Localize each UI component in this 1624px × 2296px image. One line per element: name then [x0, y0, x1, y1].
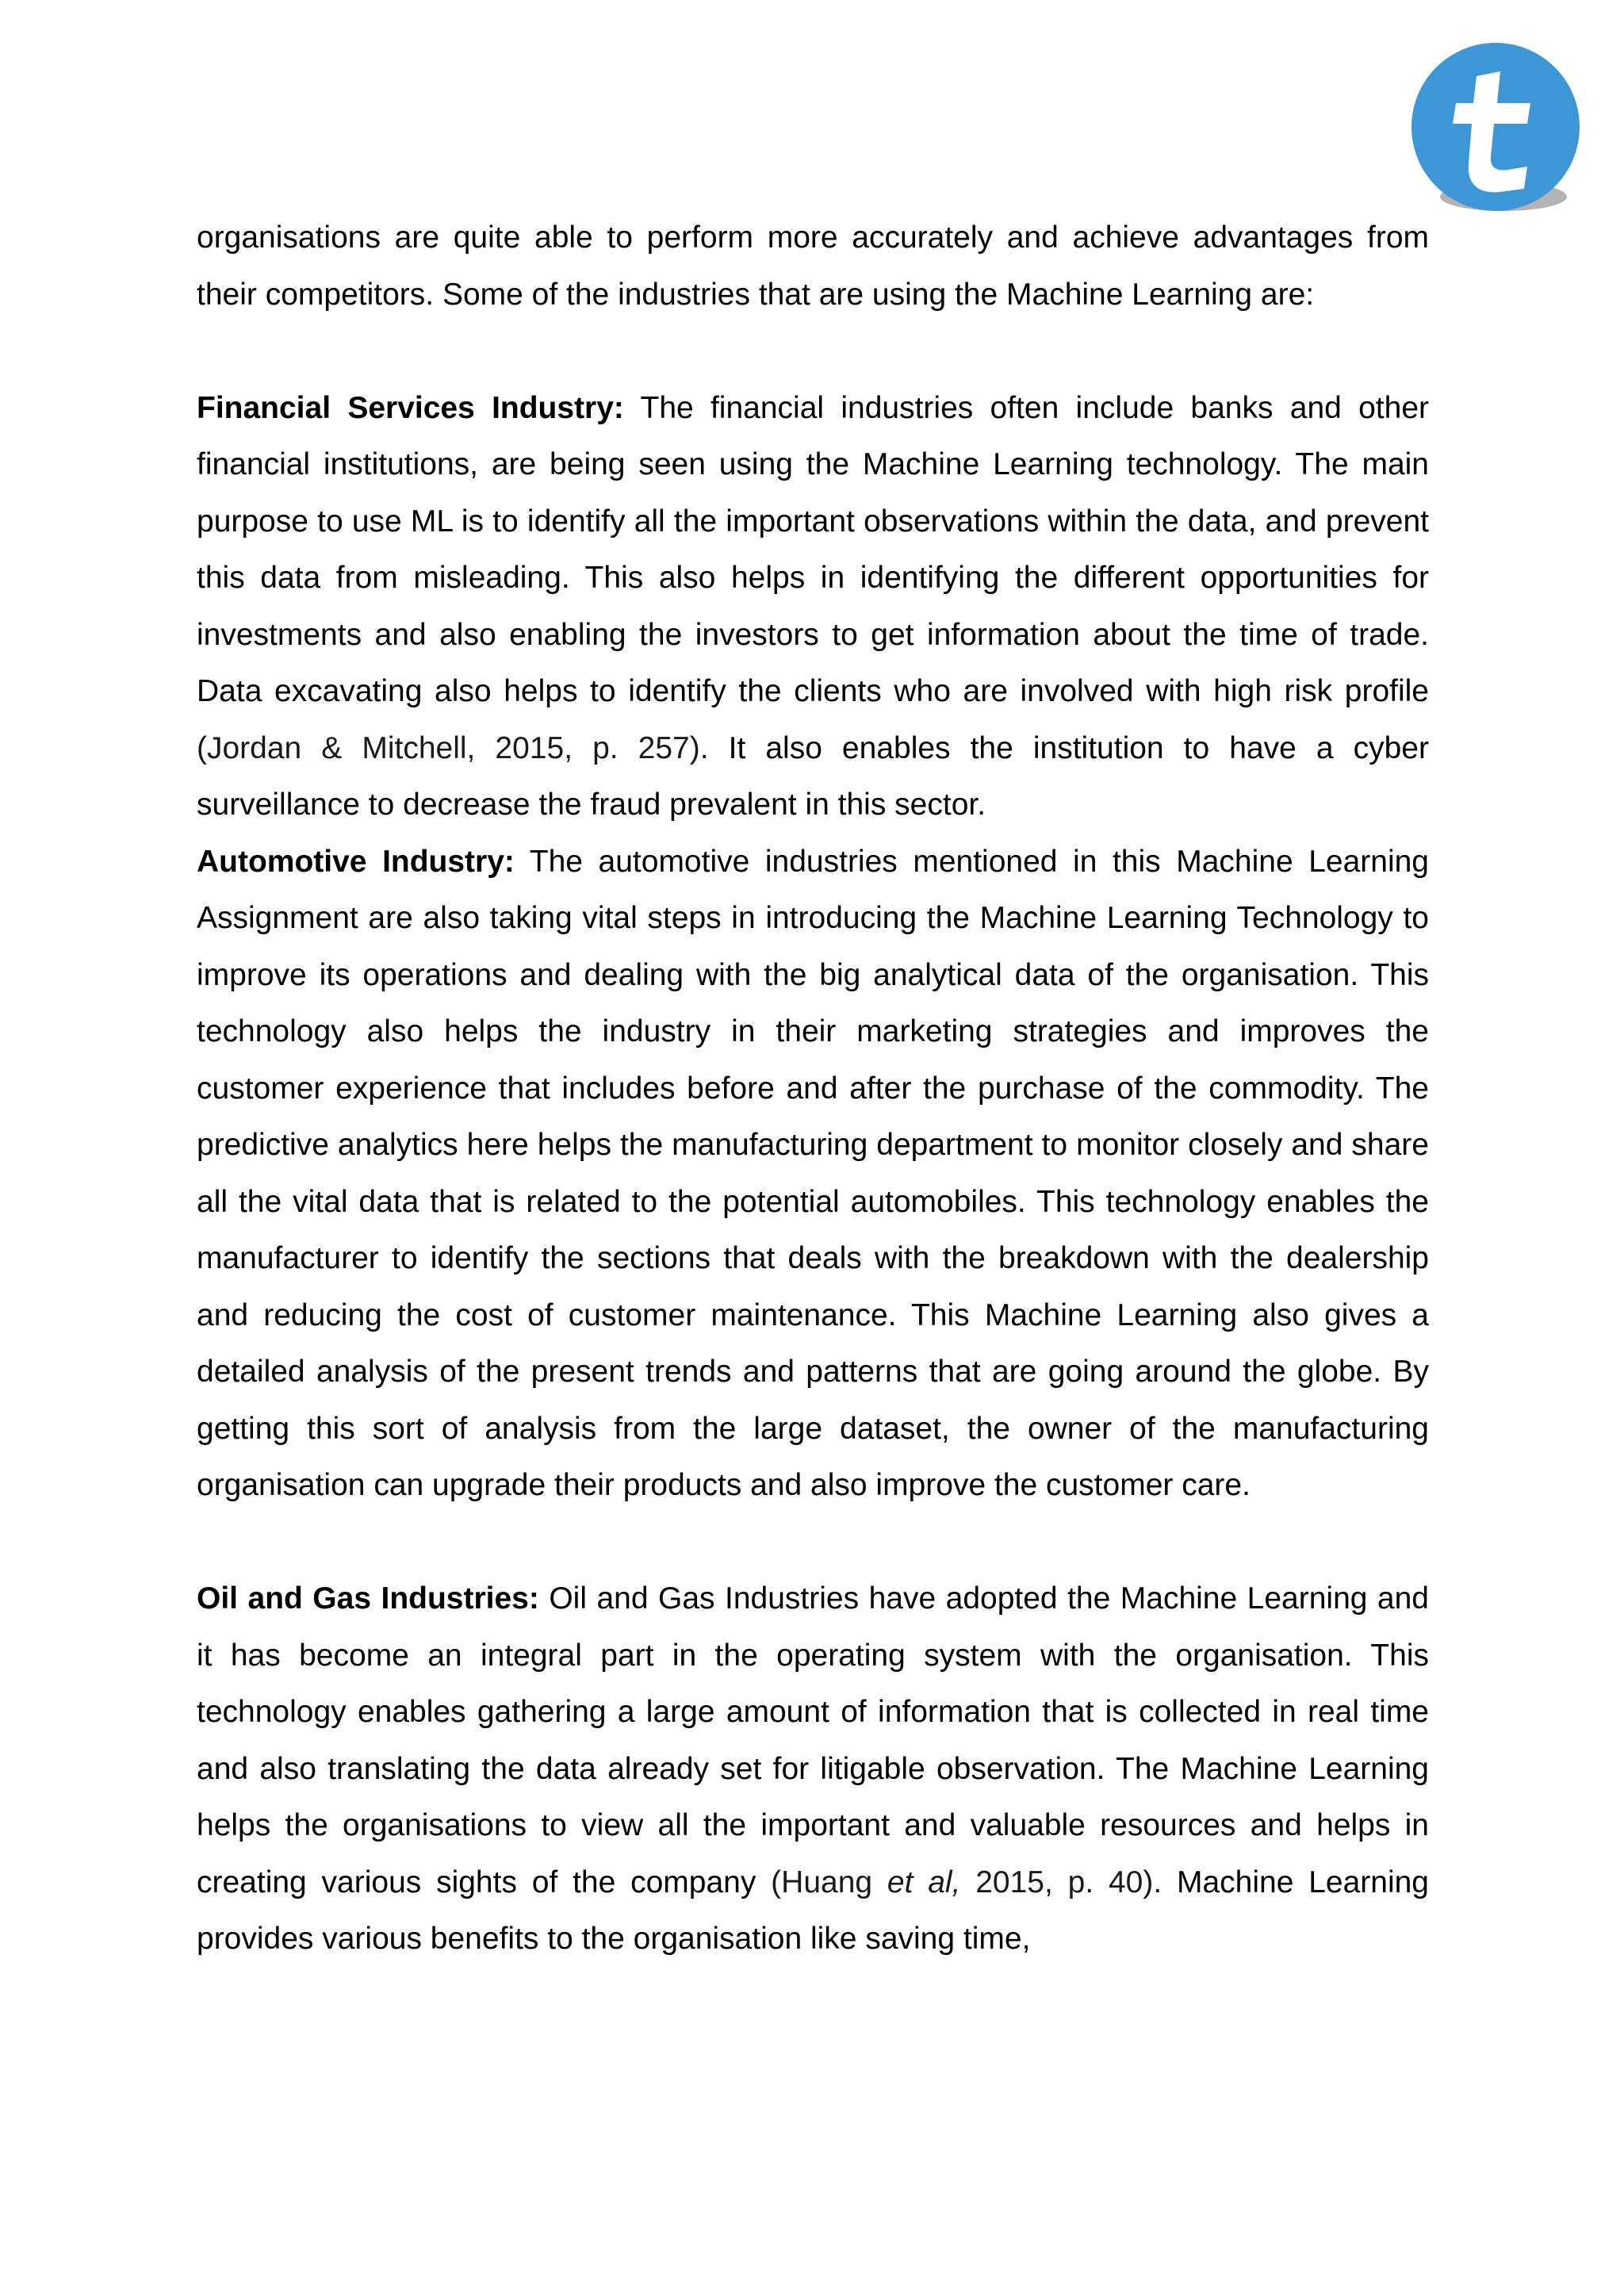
- paragraph-gap: [197, 1514, 1429, 1571]
- citation-huang-a: (Huang: [771, 1865, 887, 1899]
- financial-services-text-cont: It also enables the institution to have a cyber surveillance to decrease the fraud prevalent in this sector.: [197, 730, 1429, 822]
- oil-gas-paragraph: [197, 1570, 1429, 1968]
- oil-gas-text: Oil and Gas Industries have adopted the Machine Learning and it has become an integral part in the operating system with the organisation. This technology enables gathering a large amount of information that is collected in real time and also translating the data already set for litigable observation. The Machine Learning helps the organisations to view all the important and valuable resources and helps in creating various sights of the company: [197, 1581, 1429, 1899]
- oil-gas-heading: Oil and Gas Industries:: [197, 1581, 539, 1616]
- citation-huang-b: 2015, p. 40).: [960, 1865, 1162, 1899]
- automotive-text: The automotive industries mentioned in this Machine Learning Assignment are also taking vital steps in introducing the Machine Learning Technology to improve its operations and dealing with the big analytical data of the organisation. This technology also helps the industry in their marketing strategies and improves the customer experience that includes before and after the purchase of the commodity. The predictive analytics here helps the manufacturing department to monitor closely and share all the vital data that is related to the potential automobiles. This technology enables the manufacturer to identify the sections that deals with the breakdown with the dealership and reducing the cost of customer maintenance. This Machine Learning also gives a detailed analysis of the present trends and patterns that are going around the globe. By getting this sort of analysis from the large dataset, the owner of the manufacturing organisation can upgrade their products and also improve the customer care.: [197, 844, 1429, 1502]
- financial-services-paragraph: [197, 380, 1429, 834]
- paragraph-gap: [197, 323, 1429, 380]
- document-body: [197, 209, 1429, 1968]
- financial-services-text: The financial industries often include banks and other financial institutions, are being seen using the Machine Learning technology. The main purpose to use ML is to identify all the important observations within the data, and prevent this data from misleading. This also helps in identifying the different opportunities for investments and also enabling the investors to get information about the time of trade. Data excavating also helps to identify the clients who are involved with high risk profile: [197, 390, 1430, 708]
- t-logo-icon: [1404, 41, 1588, 225]
- citation-jordan-mitchell: (Jordan & Mitchell, 2015, p. 257).: [197, 730, 709, 765]
- intro-paragraph: organisations are quite able to perform more accurately and achieve advantages from their competitors. Some of the industries that are using the Machine Learning are:: [197, 220, 1429, 312]
- oil-gas-text-cont: Machine Learning provides various benefits to the organisation like saving time,: [197, 1865, 1429, 1956]
- financial-services-heading: Financial Services Industry:: [197, 390, 624, 425]
- automotive-heading: Automotive Industry:: [197, 844, 515, 879]
- citation-huang-etal: et al,: [887, 1865, 961, 1899]
- automotive-paragraph: [197, 834, 1429, 1514]
